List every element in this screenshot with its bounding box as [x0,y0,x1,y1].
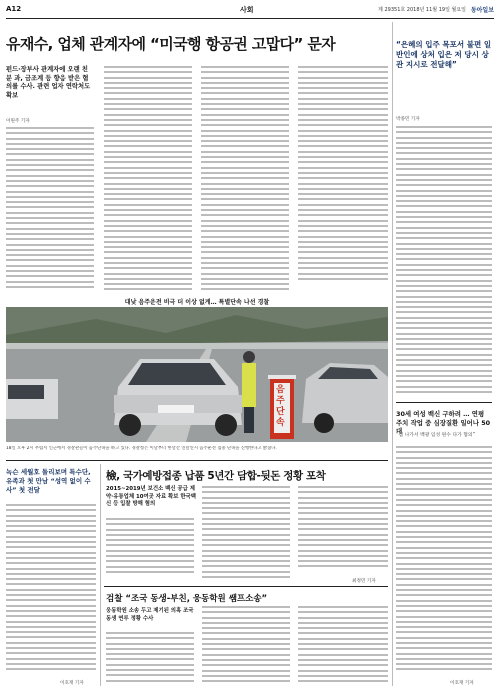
main-body-col-1 [6,127,94,293]
article3-body-col-2 [202,606,290,686]
article2-body-col-1 [106,518,194,578]
sidebar-byline-2: 이호재 기자 [450,681,474,686]
photo-rule [6,460,388,461]
photo-caption: 18일 오후 2시 무렵서 인근에서 경찰관들이 음주단속을 하고 있다. 경찰청은 이날부터 한달간 연말연시 음주운전 집중 단속을 진행한다고 밝혔다. [6,446,277,451]
left-box-byline: 이호재 기자 [60,681,84,686]
article3-rule [104,586,388,587]
article2-byline: 최정민 기자 [352,579,376,584]
issue-info: 제 29351호 2018년 11월 19일 월요일 [378,7,466,13]
page-number: A12 [6,5,22,13]
checkpoint-sign-text: 음주단속 [276,385,285,428]
page-header [6,4,494,16]
header-rule [6,18,494,19]
sidebar-divider [392,22,393,686]
article2-sub: 2015~2019년 보건소 백신 공급 제약·유통업체 10여곳 자료 확보 한국백신 등 입찰 방해 혐의 [106,486,196,508]
sidebar-body [396,126,492,398]
main-body-col-2 [104,66,192,294]
left-box-divider [100,464,101,686]
article2-headline: 檢, 국가예방접종 납품 5년간 담합-뒷돈 정황 포착 [106,470,326,482]
main-body-col-3 [201,66,289,294]
main-body-col-4 [298,66,388,288]
section-name: 사회 [240,6,254,14]
sidebar-headline: “은혜의 입주 목포서 불편 일반인에 상처 입은 저 당시 상관 지시로 전달해” [396,40,492,70]
sidebar-byline: 박종민 기자 [396,117,420,122]
sidebar-box2-rule [396,402,492,403]
main-byline: 이원주 기자 [6,119,30,124]
brand-logo: 동아일보 [470,7,494,14]
article3-body-col-3 [298,606,388,686]
article2-body-col-2 [202,486,290,580]
main-headline: 유재수, 업체 관계자에 “미국행 항공권 고맙다” 문자 [6,35,336,53]
sidebar-box2-headline: 30세 여성 백신 구하려 … 연평 주치 작업 중 심장질환 일어나 50대 [396,410,491,436]
left-box-body [6,504,96,674]
sidebar-box2-sub: “집 나가서 백광 임성 원수 다가 혐의” [396,433,475,438]
news-photo [6,307,388,442]
lead-summary: 펀드·장부사 관계자에 오랜 친분 과, 금조계 등 향응 받은 혐의를 수사. 관련 업자 연락처도 확보 [6,66,91,100]
article3-headline: 검찰 “조국 동생-부친, 웅동학원 쌤프소송” [106,594,268,604]
article3-body-col-1 [106,632,194,684]
photo-title: 대낮 음주운전 비극 더 이상 없게… 특별단속 나선 경찰 [124,299,270,306]
sidebar-box2-body [396,446,492,678]
police-checkpoint-photo [6,307,388,442]
article3-sub: 웅동학원 소송 두고 제기된 의혹 조국 동생 연루 정황 수사 [106,608,194,622]
left-box-headline: 녹슨 세월호 돌리보며 특수단, 유족과 첫 만남 “성역 없이 수사” 첫 전달 [6,468,91,494]
article2-body-col-3 [298,486,388,574]
